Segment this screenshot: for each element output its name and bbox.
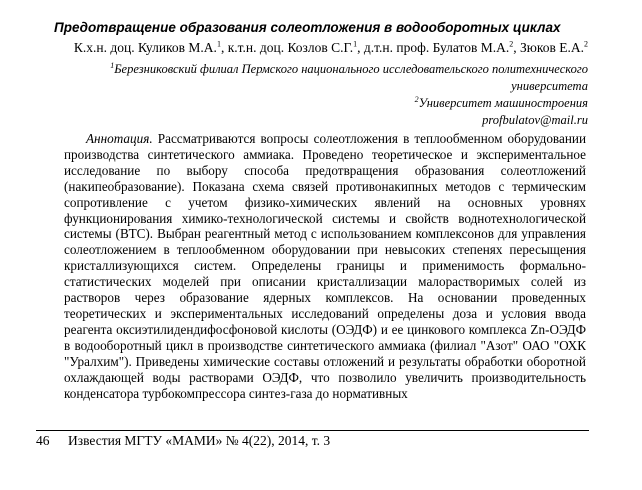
- affiliation-marker: 2: [414, 94, 419, 104]
- affiliation-marker: 1: [110, 60, 115, 70]
- author-separator: ,: [357, 40, 364, 55]
- affiliation-text: Березниковский филиал Пермского национального исследовательского политехнического университета: [114, 62, 588, 93]
- contact-email[interactable]: profbulatov@mail.ru: [482, 113, 588, 127]
- affiliations-block: [68, 61, 588, 129]
- affiliation-marker: 1: [216, 39, 221, 49]
- affiliation-1: [68, 61, 588, 95]
- abstract-text: Рассматриваются вопросы солеотложения в теплообменном оборудовании производства синтетического аммиака. Проведено теоретическое и экспериментальное исследование по выбору способа предотвращения образования солеотложений (накипеобразование). Показана схема связей противонакипных методов с термическим сопротивление с учетом физико-химических явлений на основных уровнях функционирования химико-технологической системы и свойств воднотехнологической системы (ВТС). Выбран реагентный метод с использованием комплексонов для управления солеотложением в теплообменном оборудовании при невысоких степенях пересыщения кристаллизующихся систем. Определены границы и применимость формально-статистических моделей при описании кристаллизации малорастворимых солей из растворов через образование ядерных комплексов. На основании проведенных теоретических и экспериментальных исследований определены доза и условия ввода реагента оксиэтилидендифосфоновой кислоты (ОЭДФ) и ее цинкового комплекса Zn-ОЭДФ в водооборотный цикл в производстве синтетического аммиака (филиал "Азот" ОАО "ОХК "Уралхим"). Приведены химические составы отложений и результаты обработки оборотной охлаждающей воды растворами ОЭДФ, что позволило увеличить производительность конденсатора турбокомпрессора синтез-газа до нормативных: [64, 131, 586, 401]
- author-name: К.х.н. доц. Куликов М.А.: [73, 40, 217, 55]
- author-name: д.т.н. проф. Булатов М.А.: [363, 40, 510, 55]
- affiliation-2: [68, 95, 588, 112]
- affiliation-text: Университет машиностроения: [418, 96, 588, 110]
- journal-citation: Известия МГТУ «МАМИ» № 4(22), 2014, т. 3: [68, 433, 331, 448]
- page-footer: [36, 433, 596, 449]
- abstract-paragraph: [64, 131, 586, 427]
- author-name: Зюков Е.А.: [520, 40, 584, 55]
- affiliation-marker: 2: [509, 39, 514, 49]
- affiliation-marker: 1: [353, 39, 358, 49]
- author-name: к.т.н. доц. Козлов С.Г.: [227, 40, 354, 55]
- author-line: [74, 40, 588, 56]
- affiliation-marker: 2: [584, 39, 588, 49]
- abstract-label: Аннотация.: [86, 131, 153, 146]
- article-title: Предотвращение образования солеотложения в водооборотных циклах: [54, 20, 561, 35]
- author-separator: ,: [220, 40, 228, 55]
- footer-divider: [36, 430, 589, 431]
- author-separator: ,: [513, 40, 521, 55]
- page-number: 46: [36, 433, 50, 448]
